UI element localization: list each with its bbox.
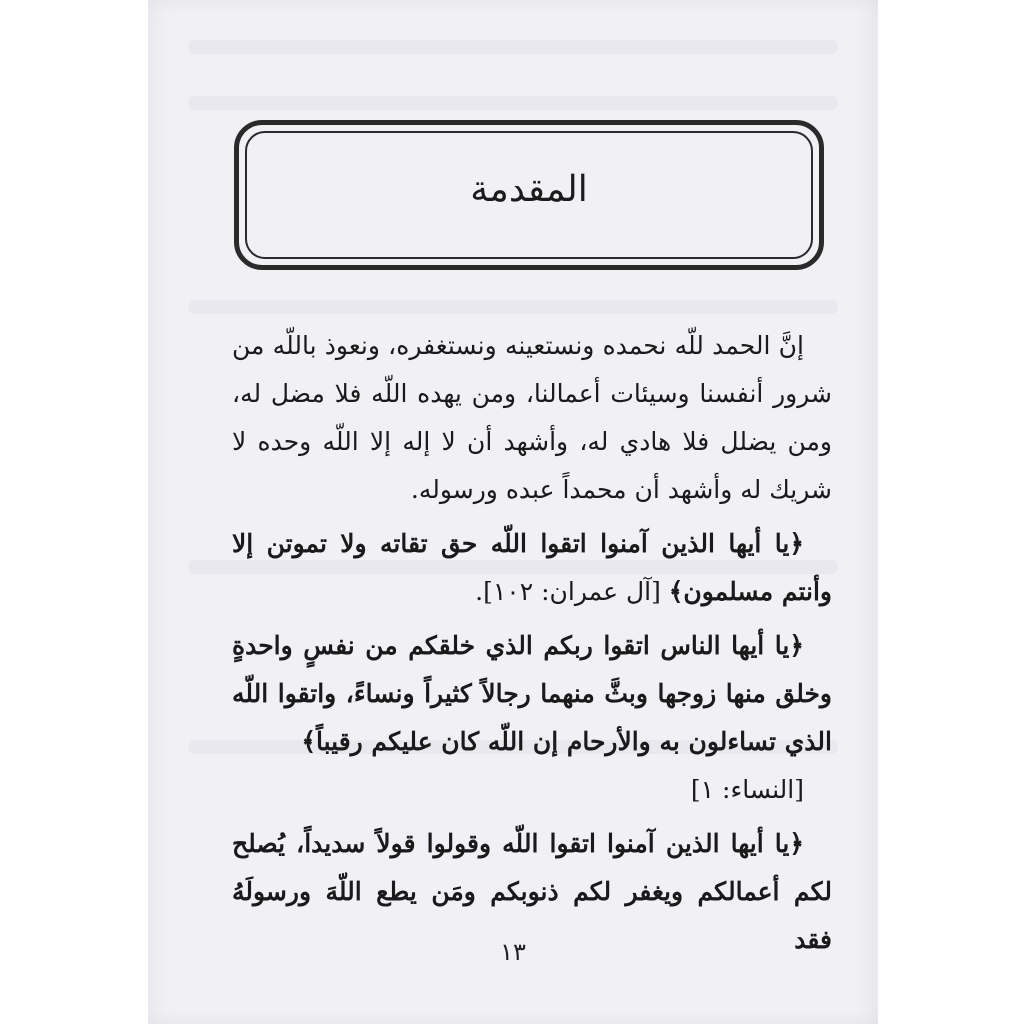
show-through-line [188, 300, 838, 314]
book-page [148, 0, 878, 1024]
verse-text-2: ﴿يا أيها الناس اتقوا ربكم الذي خلقكم من نفسٍ واحدةٍ وخلق منها زوجها وبثَّ منهما رجالاً كثيراً ونساءً، واتقوا اللّه الذي تساءلون به والأرحام إن اللّه كان عليكم رقيباً﴾ [232, 631, 832, 756]
verse-reference-2: [النساء: ١] [690, 775, 804, 804]
verse-reference-1: [آل عمران: ١٠٢]. [475, 577, 669, 606]
page-number: ١٣ [500, 938, 526, 966]
verse-text-1: ﴿يا أيها الذين آمنوا اتقوا اللّه حق تقاته ولا تموتن إلا وأنتم مسلمون﴾ [232, 529, 832, 606]
show-through-line [188, 40, 838, 54]
main-text [232, 322, 832, 964]
opening-paragraph: إنَّ الحمد للّه نحمده ونستعينه ونستغفره، ونعوذ باللّه من شرور أنفسنا وسيئات أعمالنا، ومن يهده اللّه فلا مضل له، ومن يضلل فلا هادي له، وأشهد أن لا إله إلا اللّه وحده لا شريك له وأشهد أن محمداً عبده ورسوله. [232, 331, 832, 504]
chapter-title-frame [234, 120, 824, 270]
verse-paragraph-1 [232, 520, 832, 616]
verse-paragraph-2 [232, 622, 832, 814]
show-through-line [188, 96, 838, 110]
verse-text-3: ﴿يا أيها الذين آمنوا اتقوا اللّه وقولوا قولاً سديداً، يُصلح لكم أعمالكم ويغفر لكم ذنوبكم ومَن يطع اللّهَ ورسولَهُ فقد [232, 829, 832, 954]
chapter-title: المقدمة [470, 169, 588, 210]
